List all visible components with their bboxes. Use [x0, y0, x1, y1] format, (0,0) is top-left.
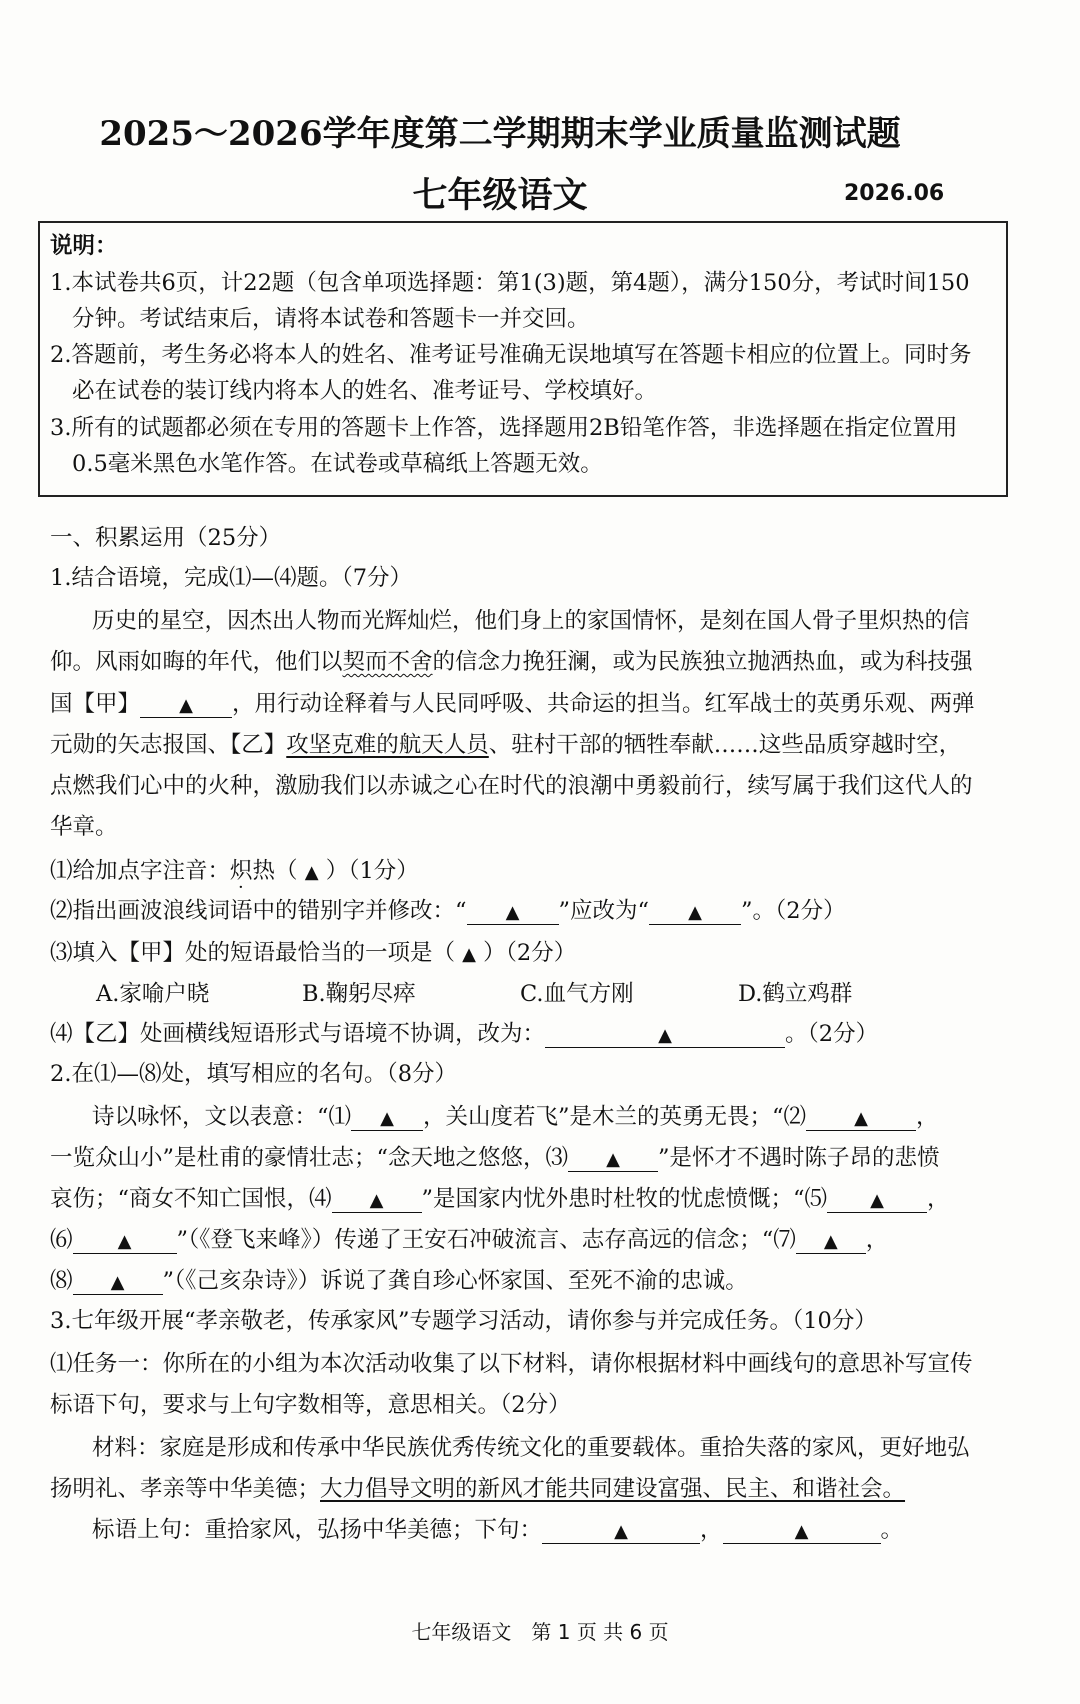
instruction-line: 分钟。考试结束后，请将本试卷和答题卡一并交回。 — [72, 306, 590, 332]
blank-triangle-icon: ▲ — [380, 1108, 394, 1129]
option-b: B.鞠躬尽瘁 — [302, 981, 416, 1007]
blank-triangle-icon: ▲ — [688, 902, 702, 923]
question-stem: 2.在⑴—⑻处，填写相应的名句。（8分） — [50, 1061, 458, 1087]
page-footer: 七年级语文 第 1 页 共 6 页 — [411, 1620, 669, 1644]
answer-blank — [796, 1227, 866, 1254]
option-d: D.鹤立鸡群 — [738, 981, 853, 1007]
subquestion-2: ⑵指出画波浪线词语中的错别字并修改：“ ▲ ”应改为“ ▲ ”。（2分） — [50, 898, 846, 924]
material-line: 扬明礼、孝亲等中华美德；大力倡导文明的新风才能共同建设富强、民主、和谐社会。 — [50, 1476, 906, 1502]
passage-line: 国【甲】 ▲ ，用行动诠释着与人民同呼吸、共命运的担当。红军战士的英勇乐观、两弹 — [50, 691, 975, 717]
blank-triangle-icon: ▲ — [606, 1149, 620, 1170]
exam-title: 2025～2026学年度第二学期期末学业质量监测试题 — [99, 114, 901, 154]
passage-line: 华章。 — [50, 814, 118, 840]
answer-blank — [545, 1021, 785, 1048]
blank-triangle-icon: ▲ — [462, 944, 477, 965]
answer-blank — [140, 691, 232, 718]
passage-line: 历史的星空，因杰出人物而光辉灿烂，他们身上的家国情怀，是刻在国人骨子里炽热的信 — [92, 608, 970, 634]
blank-triangle-icon: ▲ — [110, 1272, 125, 1293]
blank-triangle-icon: ▲ — [505, 902, 520, 923]
blank-triangle-icon: ▲ — [794, 1521, 809, 1542]
subquestion-1: ⑴给加点字注音：炽热（ ▲ ）（1分） — [50, 858, 419, 884]
subquestion-4: ⑷【乙】处画横线短语形式与语境不协调，改为： ▲ 。（2分） — [50, 1021, 879, 1047]
exam-date: 2026.06 — [844, 181, 945, 206]
poem-line: 哀伤；“商女不知亡国恨，⑷ ▲ ”是国家内忧外患时杜牧的忧虑愤慨；“⑸ ▲ ， — [50, 1186, 950, 1212]
blank-triangle-icon: ▲ — [304, 862, 319, 883]
blank-triangle-icon: ▲ — [854, 1108, 868, 1129]
wavy-underlined-word: 契而不舍 — [342, 649, 433, 675]
poem-line: ⑹ ▲ ”（《登飞来峰》）传递了王安石冲破流言、志存高远的信念；“⑺ ▲ ， — [50, 1227, 889, 1253]
section-title: 一、积累运用（25分） — [50, 525, 282, 551]
material-line: 材料：家庭是形成和传承中华民族优秀传统文化的重要载体。重拾失落的家风，更好地弘 — [92, 1435, 970, 1461]
slogan-line: 标语上句：重拾家风，弘扬中华美德；下句： ▲ ， ▲ 。 — [92, 1517, 904, 1543]
blank-triangle-icon: ▲ — [117, 1231, 132, 1252]
instruction-line: 1.本试卷共6页，计22题（包含单项选择题：第1(3)题，第4题），满分150分，考试时间150 — [50, 270, 970, 296]
question-stem: 1.结合语境，完成⑴—⑷题。（7分） — [50, 565, 413, 591]
option-c: C.血气方刚 — [520, 981, 634, 1007]
blank-triangle-icon: ▲ — [870, 1190, 884, 1211]
answer-blank — [723, 1517, 881, 1544]
underlined-phrase: 攻坚克难的航天人员 — [286, 732, 489, 758]
blank-triangle-icon: ▲ — [614, 1521, 628, 1542]
passage-line: 点燃我们心中的火种，激励我们以赤诚之心在时代的浪潮中勇毅前行，续写属于我们这代人的 — [50, 773, 973, 799]
answer-blank — [73, 1268, 163, 1295]
instruction-line: 2.答题前，考生务必将本人的姓名、准考证号准确无误地填写在答题卡相应的位置上。同时务 — [50, 342, 972, 368]
option-a: A.家喻户晓 — [96, 981, 210, 1007]
answer-blank — [649, 898, 741, 925]
blank-triangle-icon: ▲ — [179, 695, 193, 716]
task-line: 标语下句，要求与上句字数相等，意思相关。（2分） — [50, 1392, 571, 1418]
poem-line: 诗以咏怀，文以表意：“⑴ ▲ ，关山度若飞”是木兰的英勇无畏；“⑵ ▲ ， — [92, 1104, 939, 1130]
exam-subject: 七年级语文 — [412, 175, 588, 216]
answer-blank — [827, 1186, 927, 1213]
blank-triangle-icon: ▲ — [658, 1025, 672, 1046]
answer-blank — [73, 1227, 177, 1254]
instruction-line: 0.5毫米黑色水笔作答。在试卷或草稿纸上答题无效。 — [72, 451, 603, 477]
task-line: ⑴任务一：你所在的小组为本次活动收集了以下材料，请你根据材料中画线句的意思补写宣传 — [50, 1351, 973, 1377]
instruction-line: 3.所有的试题都必须在专用的答题卡上作答，选择题用2B铅笔作答，非选择题在指定位置用 — [50, 415, 958, 441]
passage-line: 元勋的矢志报国、【乙】攻坚克难的航天人员、驻村干部的牺牲奉献……这些品质穿越时空， — [50, 732, 962, 758]
instruction-line: 必在试卷的装订线内将本人的姓名、准考证号、学校填好。 — [72, 378, 658, 404]
blank-triangle-icon: ▲ — [369, 1190, 384, 1211]
answer-blank — [806, 1104, 916, 1131]
passage-line: 仰。风雨如晦的年代，他们以契而不舍的信念力挽狂澜，或为民族独立抛洒热血，或为科技强 — [50, 649, 973, 675]
answer-blank — [351, 1104, 423, 1131]
answer-blank — [332, 1186, 422, 1213]
poem-line: ⑻ ▲ ”（《己亥杂诗》）诉说了龚自珍心怀家国、至死不渝的忠诚。 — [50, 1268, 748, 1294]
poem-line: 一览众山小”是杜甫的豪情壮志；“念天地之悠悠，⑶ ▲ ”是怀才不遇时陈子昂的悲愤 — [50, 1145, 940, 1171]
instructions-heading: 说明： — [50, 233, 118, 259]
underlined-sentence: 大力倡导文明的新风才能共同建设富强、民主、和谐社会。 — [320, 1476, 906, 1502]
dotted-character: 炽 — [230, 858, 253, 884]
answer-blank — [568, 1145, 658, 1172]
question-stem: 3.七年级开展“孝亲敬老，传承家风”专题学习活动，请你参与并完成任务。（10分） — [50, 1308, 877, 1334]
blank-triangle-icon: ▲ — [823, 1231, 838, 1252]
answer-blank — [542, 1517, 700, 1544]
answer-blank — [467, 898, 559, 925]
subquestion-3: ⑶填入【甲】处的短语最恰当的一项是（ ▲ ）（2分） — [50, 940, 577, 966]
